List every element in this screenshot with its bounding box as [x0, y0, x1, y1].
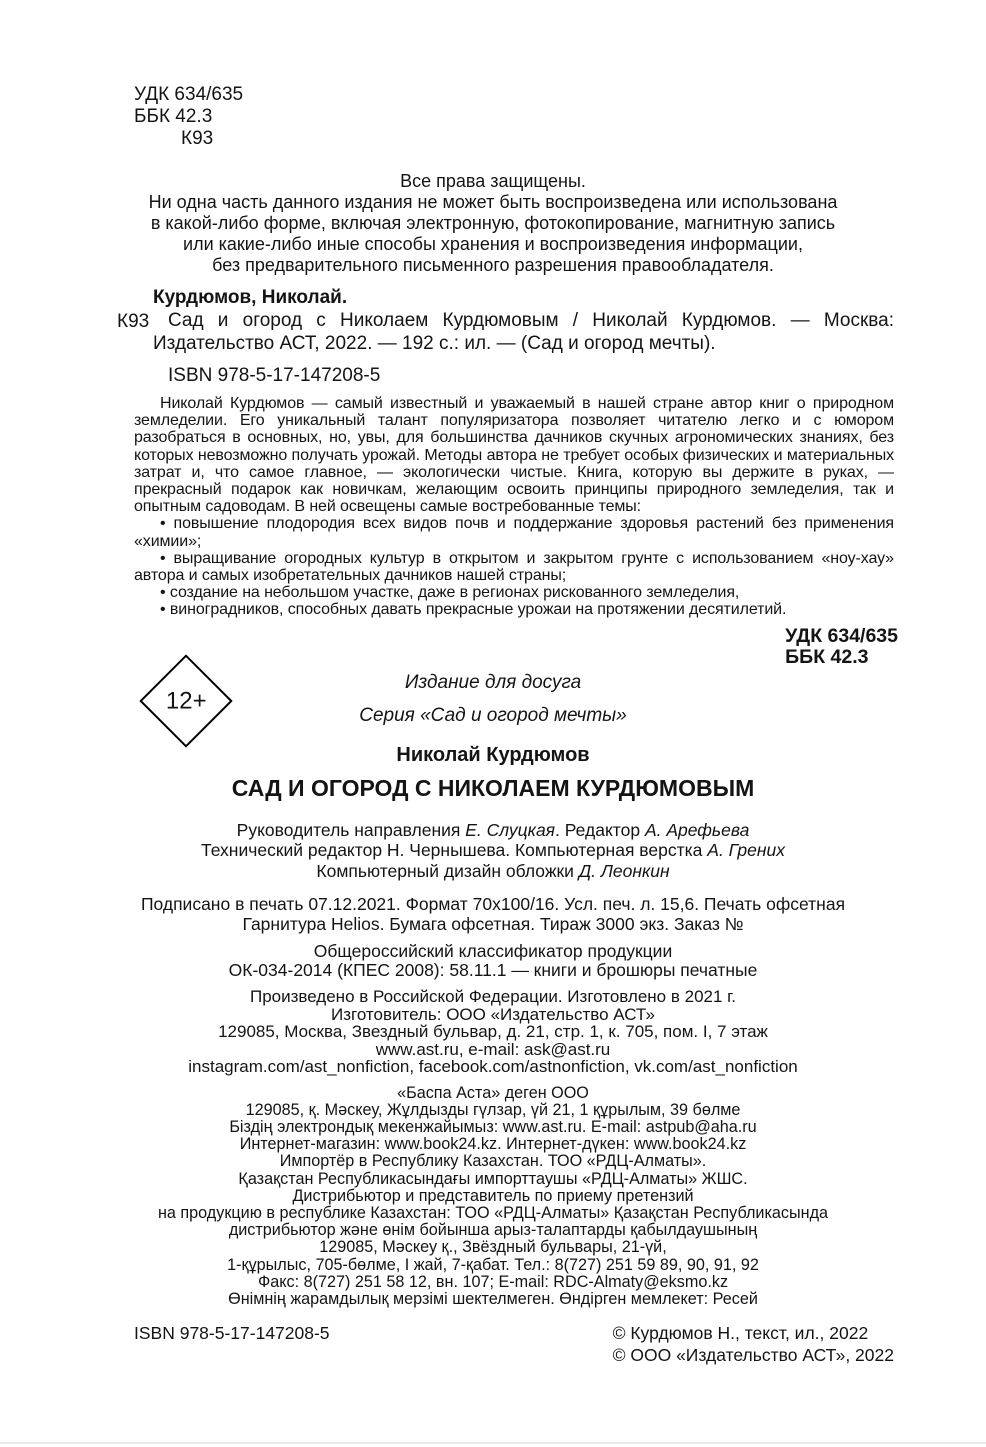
print-info-line: Гарнитура Helios. Бумага офсетная. Тираж 3000 экз. Заказ № — [242, 914, 744, 935]
kazakh-publisher-line: Интернет-магазин: www.book24.kz. Интернет-дүкен: www.book24.kz — [239, 1135, 747, 1154]
bottom-row — [134, 1322, 894, 1366]
copyright-lines — [613, 1322, 894, 1366]
bbk-number-right: ББК 42.3 — [785, 646, 869, 669]
distributor-line: дистрибьютор және өнім бойынша арыз-талаптарды қабылдаушының — [228, 1221, 758, 1240]
book-title: САД И ОГОРОД С НИКОЛАЕМ КУРДЮМОВЫМ — [231, 774, 755, 801]
annotation-bullet: • повышение плодородия всех видов почв и поддержание здоровья растений без применения «химии»; — [134, 515, 894, 549]
credits-role: Технический редактор Н. Чернышева. Компьютерная верстка — [200, 840, 708, 861]
classification-right-block — [0, 626, 986, 669]
credits-role: Руководитель направления — [236, 819, 466, 840]
classifier-line: ОК-034-2014 (КПЕС 2008): 58.11.1 — книги и брошюры печатные — [228, 959, 758, 980]
print-info-block — [0, 894, 986, 934]
producer-line: www.ast.ru, e-mail: ask@ast.ru — [375, 1039, 611, 1059]
credits-line-1 — [0, 820, 986, 841]
age-rating-label: 12+ — [165, 686, 207, 714]
print-info-line: Подписано в печать 07.12.2021. Формат 70х100/16. Усл. печ. л. 15,6. Печать офсетная — [140, 894, 846, 915]
isbn-bottom: ISBN 978-5-17-147208-5 — [134, 1323, 330, 1343]
producer-line: 129085, Москва, Звездный бульвар, д. 21, стр. 1, к. 705, пом. I, 7 этаж — [218, 1022, 768, 1042]
annotation-block — [0, 395, 986, 619]
classification-right-inner — [785, 626, 898, 669]
distributor-line: на продукцию в республике Казахстан: ТОО «РДЦ-Алматы» Қазақстан Республикасында — [157, 1204, 829, 1223]
book-author: Николай Курдюмов — [396, 743, 590, 766]
annotation-bullet: • создание на небольшом участке, даже в регионах рискованного земледелия, — [134, 584, 894, 601]
copyright-notice-line: в какой-либо форме, включая электронную, фотокопирование, магнитную запись — [150, 213, 836, 233]
staff-credits — [0, 820, 986, 882]
kazakh-publisher-line: Қазақстан Республикасындағы импорттаушы «РДЦ-Алматы» ЖШС. — [238, 1169, 748, 1188]
distributor-line: 1-құрылыс, 705-бөлме, I жай, 7-қабат. Тел.: 8(727) 251 59 89, 90, 91, 92 — [227, 1255, 759, 1274]
distributor-line: Факс: 8(727) 251 58 12, вн. 107; E-mail: RDC-Almaty@eksmo.kz — [257, 1272, 729, 1291]
biblio-author-mark: К93 — [117, 311, 150, 332]
kazakh-publisher-line: Импортёр в Республику Казахстан. ТОО «РДЦ-Алматы». — [279, 1152, 707, 1171]
copyright-notice-line: или какие-либо иные способы хранения и воспроизведения информации, — [183, 234, 803, 254]
copyright-line: © Курдюмов Н., текст, ил., 2022 — [612, 1323, 869, 1343]
annotation-bullet: • выращивание огородных культур в открытом и закрытом грунте с использованием «ноу-хау» автора и самых изобретательных дачников нашей страны; — [134, 550, 894, 584]
credits-line-2 — [0, 840, 986, 861]
producer-line: Произведено в Российской Федерации. Изготовлено в 2021 г. — [249, 987, 737, 1007]
producer-block — [0, 988, 986, 1076]
credits-name: А. Арефьева — [644, 819, 750, 840]
biblio-isbn: ISBN 978-5-17-147208-5 — [168, 365, 381, 386]
biblio-entry: Сад и огород с Николаем Курдюмовым / Николай Курдюмов. — Москва: Издательство АСТ, 2022. — 192 с.: ил. — (Сад и огород мечты). — [153, 310, 894, 354]
copyright-notice-line: Ни одна часть данного издания не может быть воспроизведена или использована — [148, 192, 838, 212]
kazakh-publisher-line: 129085, қ. Мәскеу, Жұлдызды гүлзар, үй 21, 1 құрылым, 39 бөлме — [245, 1100, 741, 1119]
author-mark: К93 — [181, 128, 214, 149]
product-classifier-block — [0, 942, 986, 979]
annotation-bullet: • виноградников, способных давать прекрасные урожаи на протяжении десятилетий. — [134, 601, 894, 618]
credits-name: Е. Слуцкая — [465, 819, 556, 840]
distributor-block — [0, 1188, 986, 1308]
kazakh-publisher-line: «Баспа Аста» деген ООО — [397, 1083, 589, 1102]
copyright-notice-line: без предварительного письменного разрешения правообладателя. — [212, 255, 774, 275]
kazakh-publisher-line: Біздің электрондық мекенжайымыз: www.ast.ru. E-mail: astpub@aha.ru — [229, 1118, 757, 1137]
bbk-number: ББК 42.3 — [134, 106, 213, 127]
distributor-line: Өнімнің жарамдылық мерзімі шектелмеген. Өндірген мемлекет: Ресей — [228, 1290, 758, 1309]
kazakh-publisher-block — [0, 1085, 986, 1188]
edition-block — [0, 672, 986, 727]
producer-line: instagram.com/ast_nonfiction, facebook.com/astnonfiction, vk.com/ast_nonfiction — [188, 1057, 798, 1077]
biblio-author-heading: Курдюмов, Николай. — [153, 287, 348, 308]
annotation-text: Николай Курдюмов — самый известный и уважаемый в нашей стране автор книг о природном земледелии. Его уникальный талант популяризатора позволяет читателю легко и с юмором разобраться в основных, но, увы, для большинства дачников скучных агрономических знаниях, без которых невозможно получать урожай. Методы автора не требует особых физических и материальных затрат и, что самое главное, — экологически чистые. Книга, которую вы держите в руках, — прекрасный подарок как новичкам, желающим освоить принципы природного земледелия, так и опытным садоводам. В ней освещены самые востребованные темы: — [134, 395, 894, 516]
credits-role: Компьютерный дизайн обложки — [316, 860, 579, 881]
classification-block — [0, 0, 986, 150]
edition-type: Издание для досуга — [404, 671, 582, 693]
udk-number: УДК 634/635 — [134, 84, 244, 105]
distributor-line: Дистрибьютор и представитель по приему претензий — [292, 1186, 694, 1205]
bibliographic-record — [0, 286, 986, 387]
copyright-notice-line: Все права защищены. — [400, 171, 586, 191]
distributor-line: 129085, Мәскеу қ., Звёздный бульвары, 21-үй, — [319, 1238, 667, 1257]
copyright-notice — [0, 171, 986, 276]
udk-number-right: УДК 634/635 — [785, 624, 898, 647]
credits-name: Д. Леонкин — [578, 860, 670, 881]
credits-role: . Редактор — [555, 819, 645, 840]
copyright-line: © ООО «Издательство АСТ», 2022 — [612, 1345, 894, 1365]
credits-line-3 — [0, 861, 986, 882]
producer-line: Изготовитель: ООО «Издательство АСТ» — [330, 1004, 656, 1024]
annotation-bullet-list — [134, 515, 894, 618]
edition-series: Серия «Сад и огород мечты» — [359, 704, 627, 726]
classifier-line: Общероссийский классификатор продукции — [313, 941, 673, 962]
credits-name: А. Грених — [707, 840, 785, 861]
